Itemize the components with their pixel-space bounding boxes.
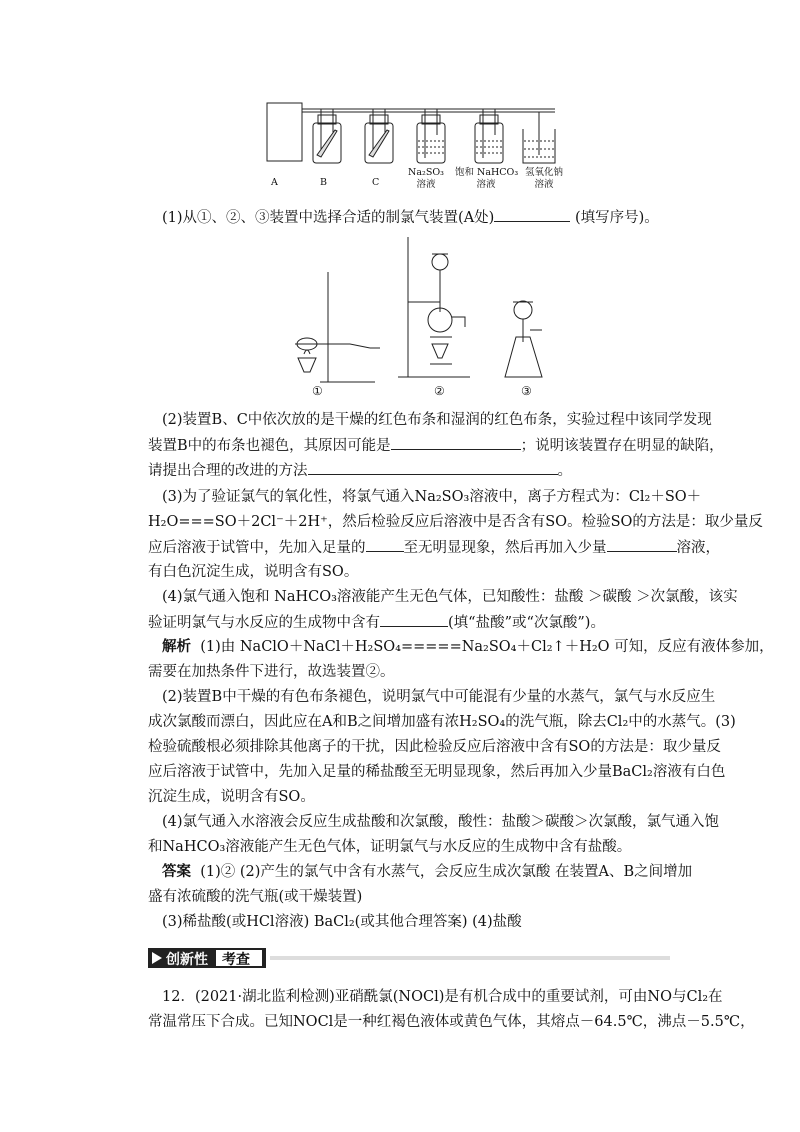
q4-blank — [380, 612, 448, 627]
q2-line-1: (2)装置B、C中依次放的是干燥的红色布条和湿润的红色布条，实验过程中该同学发现 — [162, 412, 712, 428]
q2-line-3-text: 请提出合理的改进的方法 — [148, 463, 308, 479]
analysis-line-6: 应后溶液于试管中，先加入足量的稀盐酸至无明显现象，然后再加入少量BaCl₂溶液有白色 — [148, 764, 726, 780]
q4-line-2 — [148, 612, 668, 633]
q4-line-2-text: 验证明氯气与水反应的生成物中含有 — [148, 615, 380, 631]
analysis-line-3: (2)装置B中干燥的有色布条褪色，说明氯气中可能混有少量的水蒸气，氯气与水反应生 — [162, 689, 716, 705]
q3-line-3-mid: 至无明显现象，然后再加入少量 — [403, 540, 607, 556]
q3-blank-1 — [366, 537, 404, 552]
q4-line-2-tail: (填“盐酸”或“次氯酸”)。 — [448, 615, 605, 631]
label-A: A — [271, 177, 278, 188]
q3-line-4: 有白色沉淀生成，说明含有SO。 — [148, 564, 359, 580]
chlorine-generator-diagram — [280, 232, 560, 402]
label-na2so3: Na₂SO₃ — [408, 167, 444, 178]
label-device-1: ① — [312, 384, 323, 398]
q3-blank-2 — [607, 537, 677, 552]
answer-line-1 — [162, 862, 693, 882]
q3-line-3-text: 应后溶液于试管中，先加入足量的 — [148, 540, 366, 556]
section-banner — [148, 947, 678, 969]
label-nahco3-solution: 溶液 — [476, 179, 496, 190]
analysis-line-7: 沉淀生成，说明含有SO。 — [148, 789, 315, 805]
analysis-text-1: (1)由 NaClO＋NaCl＋H₂SO₄=====Na₂SO₄＋Cl₂↑＋H₂O 可知，反应有液体参加， — [200, 639, 774, 655]
label-na2so3-solution: 溶液 — [416, 179, 436, 190]
q1-tail: (填写序号)。 — [574, 210, 659, 226]
q3-line-2: H₂O===SO＋2Cl⁻＋2H⁺，然后检验反应后溶液中是否含有SO。检验SO的方法是：取少量反 — [148, 514, 763, 530]
analysis-line-1 — [162, 637, 774, 657]
analysis-line-2: 需要在加热条件下进行，故选装置②。 — [148, 664, 395, 680]
analysis-line-5: 检验硫酸根必须排除其他离子的干扰，因此检验反应后溶液中含有SO的方法是：取少量反 — [148, 739, 721, 755]
answer-line-2: 盛有浓硫酸的洗气瓶(或干燥装置) — [148, 889, 363, 905]
q1-text: (1)从①、②、③装置中选择合适的制氯气装置(A处) — [162, 210, 495, 226]
q2-line-3 — [148, 460, 668, 481]
q2-line-2-tail: ；说明该装置存在明显的缺陷， — [520, 438, 724, 454]
q12-line-1: 12．(2021·湖北监利检测)亚硝酰氯(NOCl)是有机合成中的重要试剂，可由NO与Cl₂在 — [162, 989, 723, 1005]
q3-line-3-tail: 溶液， — [676, 540, 720, 556]
analysis-line-9: 和NaHCO₃溶液能产生无色气体，证明氯气与水反应的生成物中含有盐酸。 — [148, 839, 632, 855]
q1-blank — [494, 207, 570, 222]
q2-line-2 — [148, 435, 724, 456]
banner-label-b: 考查 — [222, 952, 250, 968]
question-1 — [162, 207, 682, 228]
analysis-line-4: 成次氯酸而漂白，因此应在A和B之间增加盛有浓H₂SO₄的洗气瓶，除去Cl₂中的水蒸气。(3) — [148, 714, 736, 730]
answer-line-3: (3)稀盐酸(或HCl溶液) BaCl₂(或其他合理答案) (4)盐酸 — [162, 914, 522, 930]
label-B: B — [320, 177, 327, 188]
label-nahco3: 饱和 NaHCO₃ — [455, 167, 519, 178]
q2-blank-2 — [308, 460, 558, 475]
label-device-3: ③ — [521, 384, 532, 398]
label-C: C — [372, 177, 380, 188]
q2-line-2-text: 装置B中的布条也褪色，其原因可能是 — [148, 438, 391, 454]
label-naoh: 氢氧化钠 — [524, 167, 563, 178]
analysis-label: 解析 — [162, 638, 191, 655]
q2-line-3-tail: 。 — [557, 463, 572, 479]
analysis-line-8: (4)氯气通入水溶液会反应生成盐酸和次氯酸，酸性：盐酸＞碳酸＞次氯酸，氯气通入饱 — [162, 814, 720, 830]
q4-line-1: (4)氯气通入饱和 NaHCO₃溶液能产生无色气体，已知酸性：盐酸 ＞碳酸 ＞次氯酸，该实 — [162, 589, 738, 605]
q3-line-1: (3)为了验证氯气的氧化性，将氯气通入Na₂SO₃溶液中，离子方程式为：Cl₂＋SO＋ — [162, 489, 702, 505]
generator-figure — [280, 232, 560, 402]
label-naoh-solution: 溶液 — [534, 179, 554, 190]
q3-line-3 — [148, 537, 720, 558]
q2-blank-1 — [391, 435, 521, 450]
banner-label-a: 创新性 — [166, 952, 208, 968]
q12-line-2: 常温常压下合成。已知NOCl是一种红褐色液体或黄色气体，其熔点－64.5℃，沸点－5.5℃， — [148, 1014, 755, 1030]
label-device-2: ② — [434, 384, 445, 398]
answer-text-1: (1)② (2)产生的氯气中含有水蒸气，会反应生成次氯酸 在装置A、B之间增加 — [200, 864, 693, 880]
answer-label: 答案 — [162, 863, 191, 880]
